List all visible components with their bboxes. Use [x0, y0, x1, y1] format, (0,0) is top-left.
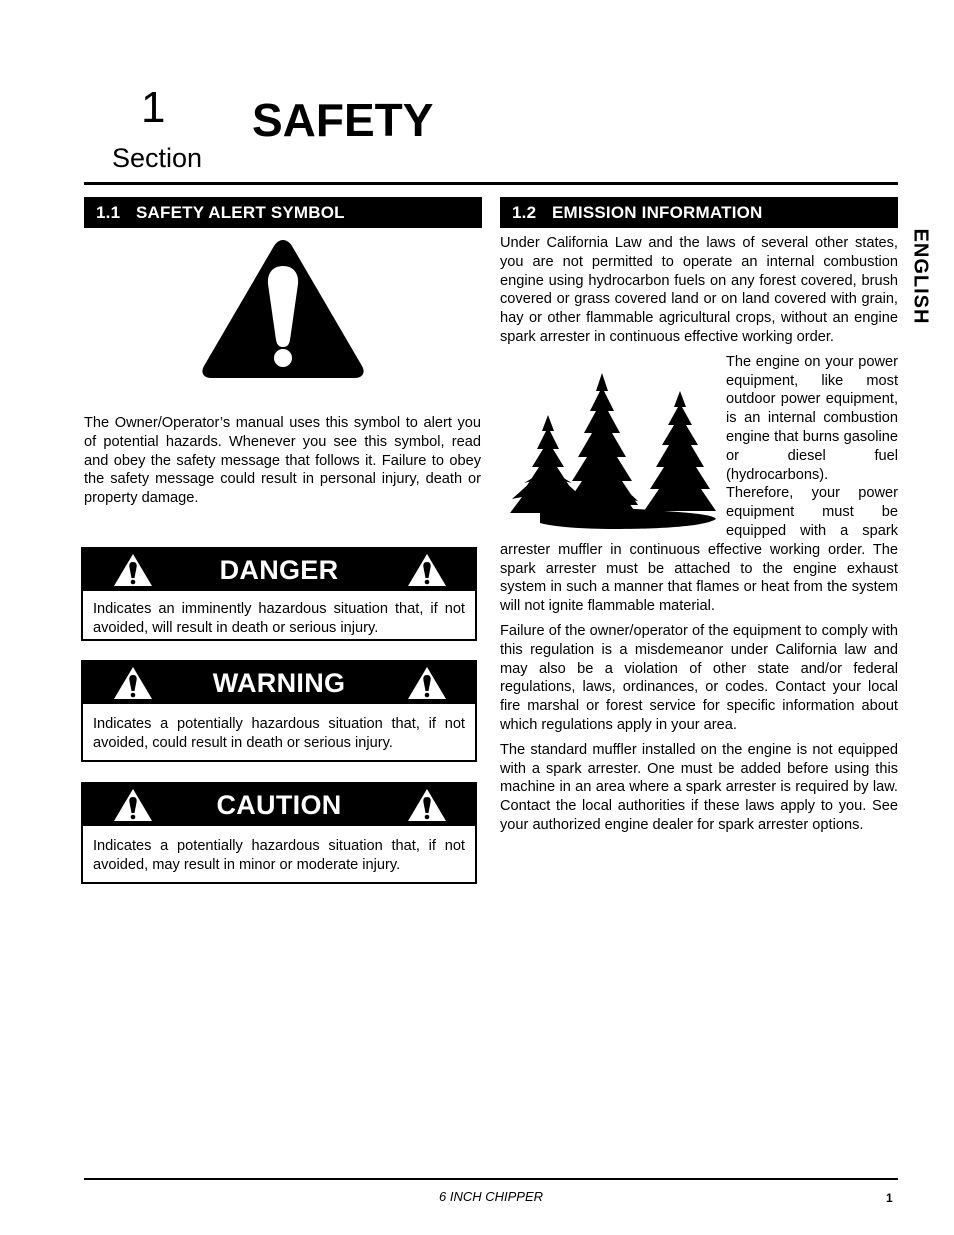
emission-paragraph-2-wrap — [500, 353, 898, 616]
safety-intro-text: The Owner/Operator’s manual uses this symbol to alert you of potential hazards. Whenever you see this symbol, read and obey the safety message that follows it. Failure to obey the safety message could result in personal injury, death or property damage. — [84, 415, 481, 507]
section-number: 1 — [141, 83, 166, 132]
header-rule — [84, 182, 898, 185]
caution-signal-word: CAUTION — [216, 789, 342, 820]
warning-signal-word: WARNING — [212, 667, 346, 698]
section-heading-number: 1.2 — [512, 203, 537, 222]
page-title: SAFETY — [252, 94, 434, 146]
warning-triangle-icon — [113, 788, 153, 822]
pine-trees-illustration — [504, 371, 718, 531]
caution-bar — [83, 784, 475, 826]
caution-description: Indicates a potentially hazardous situation that, if not avoided, may result in minor or moderate injury. — [93, 838, 465, 873]
footer-rule — [84, 1178, 898, 1180]
danger-description: Indicates an imminently hazardous situation that, if not avoided, will result in death or serious injury. — [93, 601, 465, 636]
warning-triangle-icon — [407, 553, 447, 587]
danger-signal-word: DANGER — [219, 554, 339, 585]
safety-alert-icon — [199, 236, 367, 379]
language-tab — [896, 221, 944, 331]
page-number: 1 — [886, 1191, 893, 1205]
danger-bar — [83, 549, 475, 591]
emission-paragraph-4: The standard muffler installed on the engine is not equipped with a spark arrester. One must be added before using this machine in an area where a spark arrester is required by law. Contact the local authorities if these laws apply to you. See your authorized engine dealer for spark arrester options. — [500, 741, 898, 833]
warning-triangle-icon — [113, 553, 153, 587]
section-heading-emission — [500, 197, 898, 228]
warning-bar — [83, 662, 475, 704]
emission-paragraph-1: Under California Law and the laws of several other states, you are not permitted to operate an internal combustion engine using hydrocarbon fuels on any forest covered, brush covered or grass covered land or on land covered with grain, hay or other flammable agricultural crops, without an engine spark arrester in continuous effective working order. — [500, 235, 898, 345]
warning-triangle-icon — [407, 666, 447, 700]
emission-paragraph-2: The engine on your power equipment, like most outdoor power equipment, is an internal combustion engine that burns gasoline or diesel fuel (hydrocarbons). Therefore, your power equipment must be equipped with a spark arrester muffler in continuous effective working order. The spark arrester must be attached to the engine exhaust system in such a manner that flames or heat from the system will not ignite flammable material. — [500, 353, 898, 615]
warning-description: Indicates a potentially hazardous situation that, if not avoided, could result in death or serious injury. — [93, 716, 465, 751]
danger-box — [81, 547, 477, 641]
section-heading-safety-alert — [84, 197, 482, 228]
emission-paragraph-3: Failure of the owner/operator of the equipment to comply with this regulation is a misdemeanor under California law and may also be a violation of other state and/or federal regulations, laws, ordinances, or codes. Contact your local fire marshal or forest service for specific information about which regulations apply in your area. — [500, 622, 898, 733]
section-heading-text: EMISSION INFORMATION — [552, 203, 763, 222]
section-heading-number: 1.1 — [96, 203, 121, 222]
caution-box — [81, 782, 477, 884]
footer-document-title: 6 INCH CHIPPER — [438, 1189, 544, 1204]
language-tab-label: ENGLISH — [909, 228, 932, 324]
warning-triangle-icon — [113, 666, 153, 700]
warning-box — [81, 660, 477, 762]
section-heading-text: SAFETY ALERT SYMBOL — [136, 203, 345, 222]
safety-intro — [84, 414, 481, 508]
warning-triangle-icon — [407, 788, 447, 822]
emission-text-column — [500, 234, 898, 835]
section-label: Section — [112, 143, 203, 173]
